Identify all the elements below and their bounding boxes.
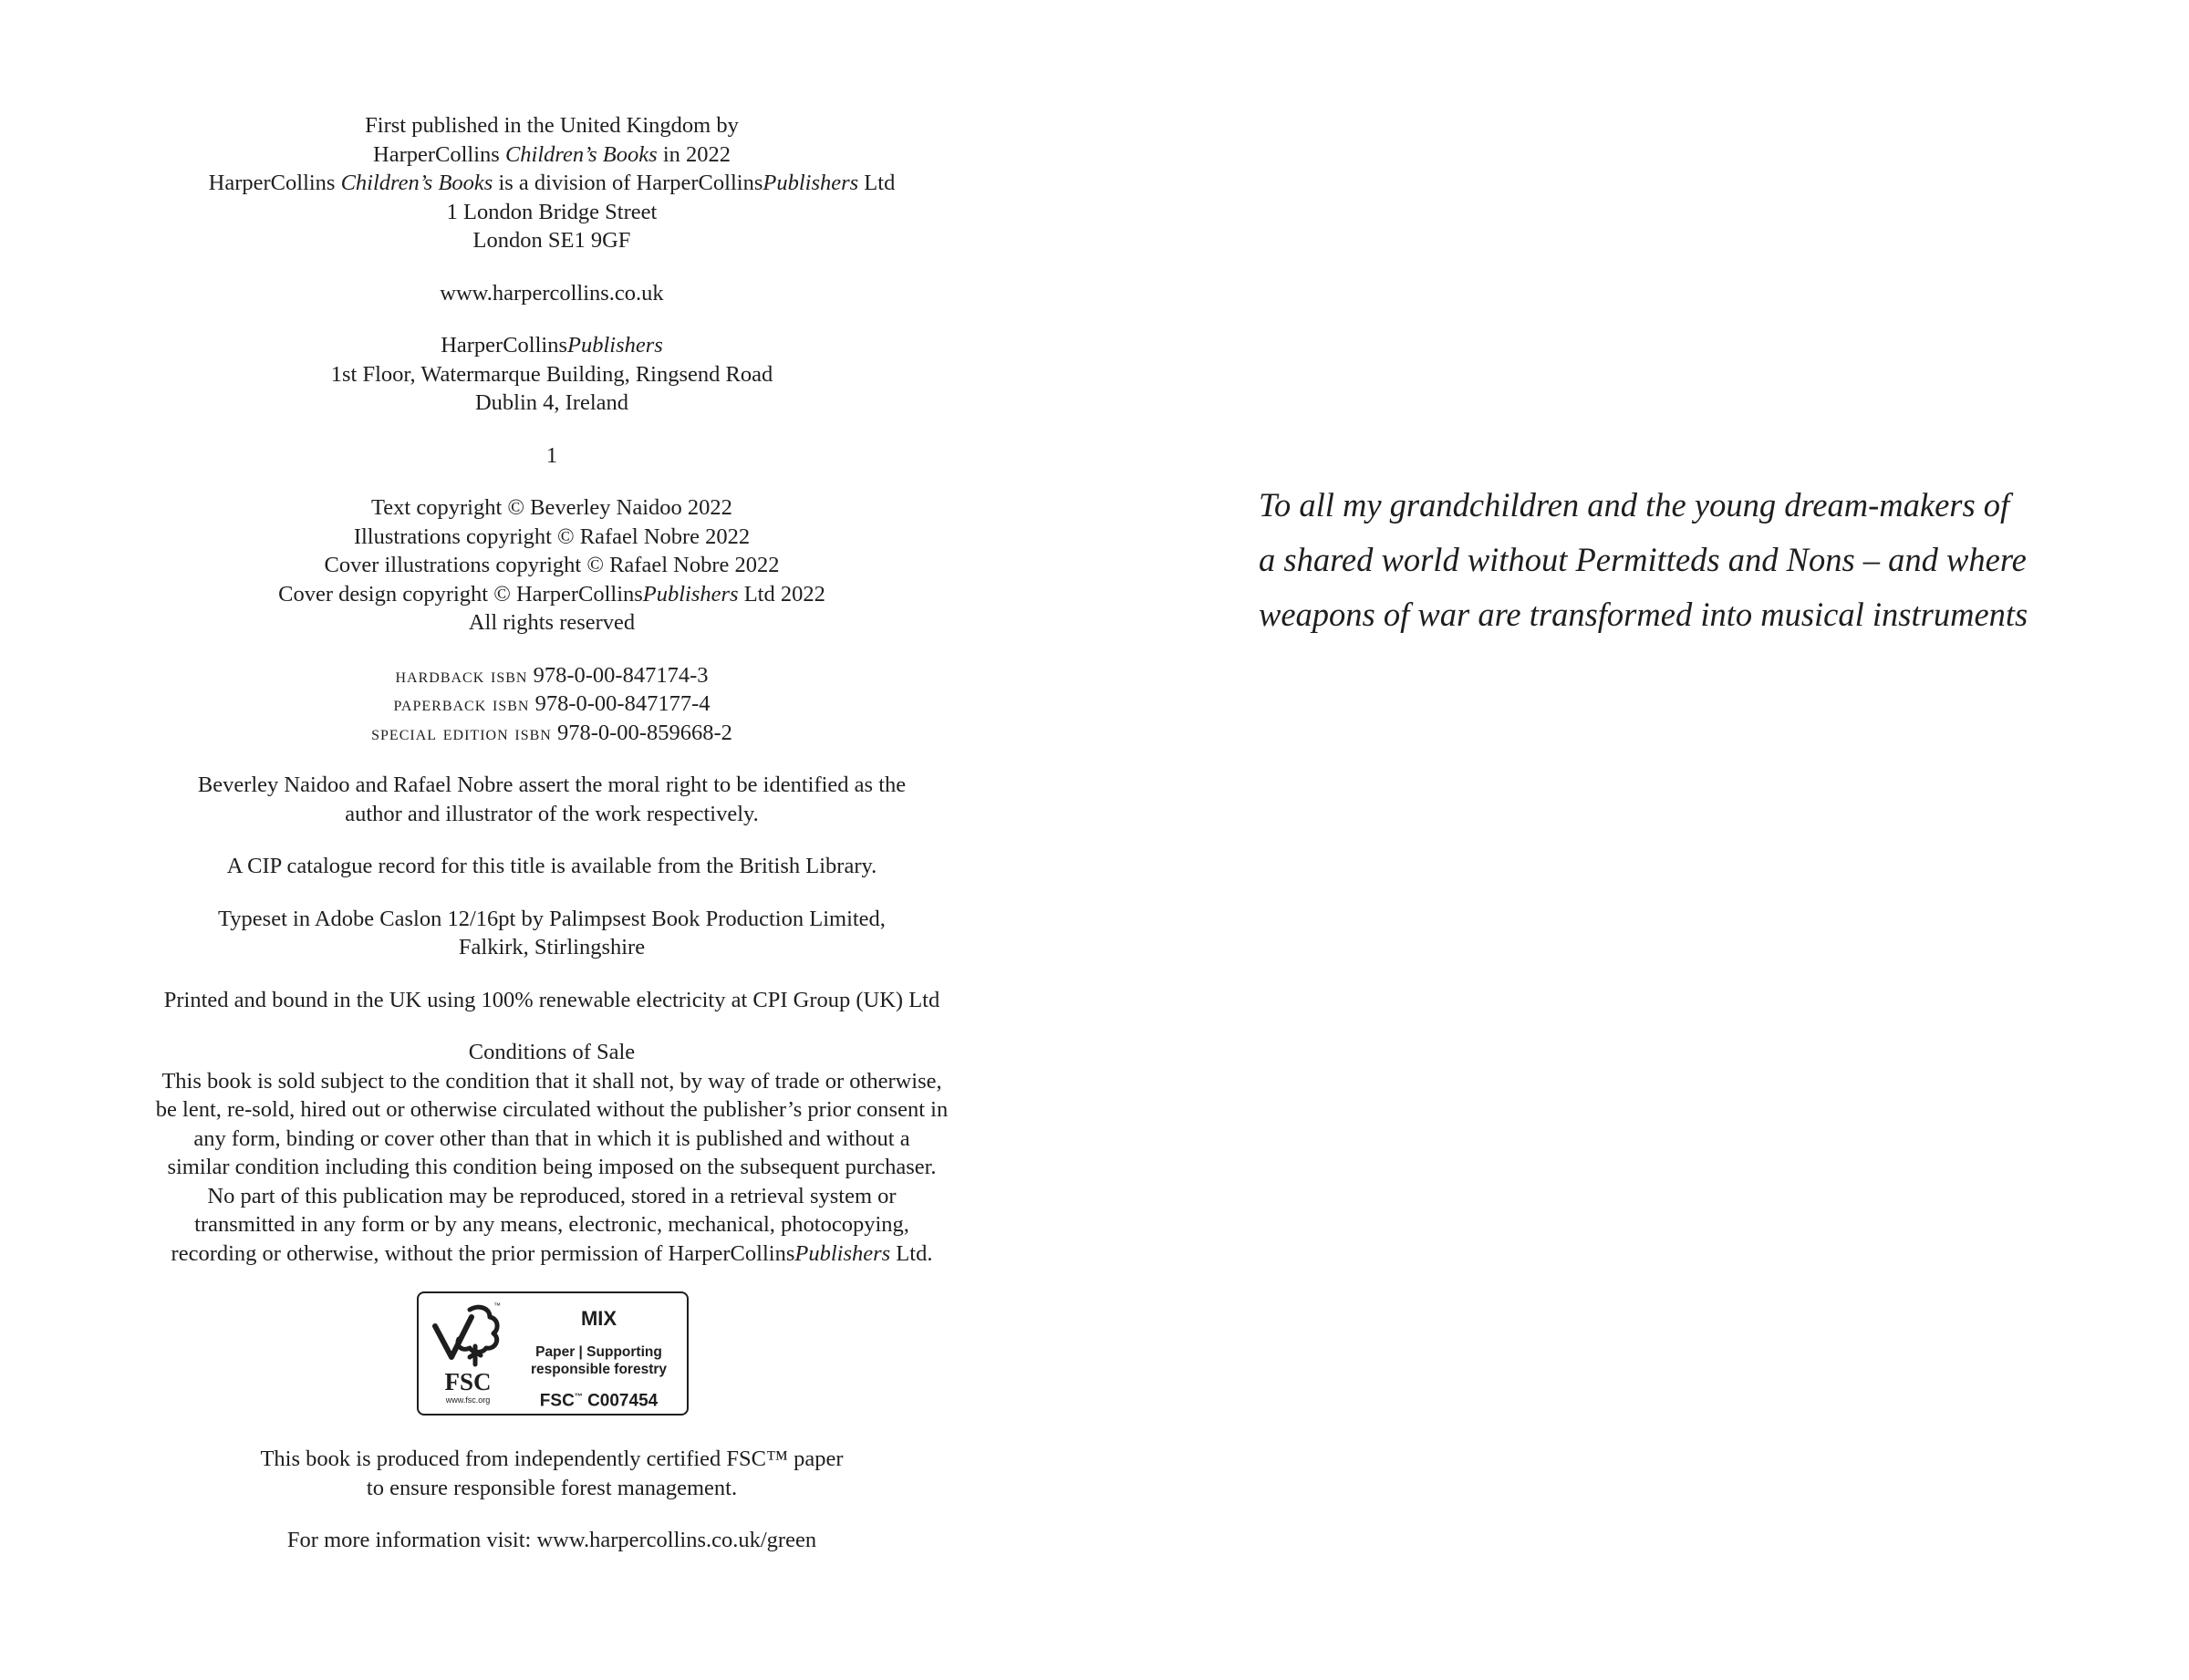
typeset-line: Falkirk, Stirlingshire <box>458 935 646 959</box>
publisher-line: First published in the United Kingdom by <box>365 113 739 138</box>
publisher-line: London SE1 9GF <box>472 228 631 253</box>
conditions-line: No part of this publication may be reproduced, stored in a retrieval system or <box>207 1183 897 1208</box>
copyright-line: Illustrations copyright © Rafael Nobre 2022 <box>353 524 751 549</box>
fsc-license-code: FSC™ C007454 <box>539 1391 659 1411</box>
conditions-heading: Conditions of Sale <box>468 1040 636 1064</box>
conditions-line: This book is sold subject to the condition that it shall not, by way of trade or otherwise, <box>161 1068 942 1094</box>
fsc-description-line: responsible forestry <box>530 1362 668 1377</box>
copyright-page <box>109 111 994 1579</box>
ireland-address-block <box>109 331 994 418</box>
isbn-line: special edition isbn 978-0-00-859668-2 <box>371 720 732 745</box>
fsc-tm-mark: ™ <box>493 1301 501 1310</box>
copyright-line: Cover illustrations copyright © Rafael Nobre 2022 <box>324 553 780 577</box>
typeset-line: Typeset in Adobe Caslon 12/16pt by Palimpsest Book Production Limited, <box>218 906 886 931</box>
fsc-brand-text: FSC <box>444 1368 492 1395</box>
publisher-address-block <box>109 111 994 255</box>
conditions-line: any form, binding or cover other than that in which it is published and without a <box>193 1125 910 1151</box>
more-info-text: For more information visit: www.harpercollins.co.uk/green <box>286 1528 817 1552</box>
fsc-description <box>514 1343 683 1378</box>
moral-rights-line: author and illustrator of the work respectively. <box>345 801 759 826</box>
website <box>109 279 994 308</box>
fsc-statement-line: to ensure responsible forest management. <box>366 1475 738 1500</box>
dedication-line: weapons of war are transformed into musical instruments <box>1259 596 2028 633</box>
conditions-line: similar condition including this condition being imposed on the subsequent purchaser. <box>167 1155 937 1179</box>
conditions-line: recording or otherwise, without the prior permission of HarperCollinsPublishers Ltd. <box>171 1240 933 1266</box>
isbn-line: hardback isbn 978-0-00-847174-3 <box>395 662 709 688</box>
copyright-line: Cover design copyright © HarperCollinsPublishers Ltd 2022 <box>278 581 825 607</box>
dedication-line: a shared world without Permitteds and Nons – and where <box>1259 541 2027 578</box>
conditions-of-sale-block <box>109 1038 994 1268</box>
moral-rights-line: Beverley Naidoo and Rafael Nobre assert the moral right to be identified as the <box>197 773 907 797</box>
conditions-line: transmitted in any form or by any means, electronic, mechanical, photocopying, <box>194 1212 909 1237</box>
copyright-block <box>109 493 994 638</box>
fsc-logo-box <box>417 1291 689 1416</box>
publisher-line: HarperCollins Children’s Books in 2022 <box>373 141 731 167</box>
dedication <box>1259 478 2134 642</box>
fsc-description-line: Paper | Supporting <box>535 1344 662 1360</box>
fsc-statement-block <box>109 1445 994 1502</box>
copyright-line: All rights reserved <box>468 610 636 635</box>
fsc-mix-label: MIX <box>580 1307 617 1330</box>
print-number-text: 1 <box>545 442 558 468</box>
print-number <box>109 441 994 471</box>
conditions-line: be lent, re-sold, hired out or otherwise circulated without the publisher’s prior consent in <box>155 1097 949 1122</box>
printed-statement <box>109 986 994 1015</box>
ireland-line: 1st Floor, Watermarque Building, Ringsend Road <box>330 361 773 387</box>
website-text: www.harpercollins.co.uk <box>440 280 664 306</box>
cip-text: A CIP catalogue record for this title is available from the British Library. <box>226 854 877 878</box>
cip-statement <box>109 852 994 881</box>
typeset-block <box>109 905 994 962</box>
fsc-url-text: www.fsc.org <box>445 1395 491 1405</box>
more-info <box>109 1526 994 1555</box>
publisher-line: HarperCollins Children’s Books is a division of HarperCollinsPublishers Ltd <box>208 171 896 195</box>
moral-rights-block <box>109 771 994 828</box>
publisher-line: 1 London Bridge Street <box>446 199 658 224</box>
isbn-block <box>109 661 994 748</box>
dedication-line: To all my grandchildren and the young dream-makers of <box>1259 486 2010 524</box>
copyright-line: Text copyright © Beverley Naidoo 2022 <box>371 495 732 520</box>
isbn-line: paperback isbn 978-0-00-847177-4 <box>393 691 711 716</box>
fsc-logo-area <box>109 1291 994 1421</box>
printed-text: Printed and bound in the UK using 100% renewable electricity at CPI Group (UK) Ltd <box>163 987 940 1012</box>
ireland-line: HarperCollinsPublishers <box>441 333 663 358</box>
ireland-line: Dublin 4, Ireland <box>474 390 629 415</box>
fsc-statement-line: This book is produced from independently certified FSC™ paper <box>260 1447 844 1471</box>
